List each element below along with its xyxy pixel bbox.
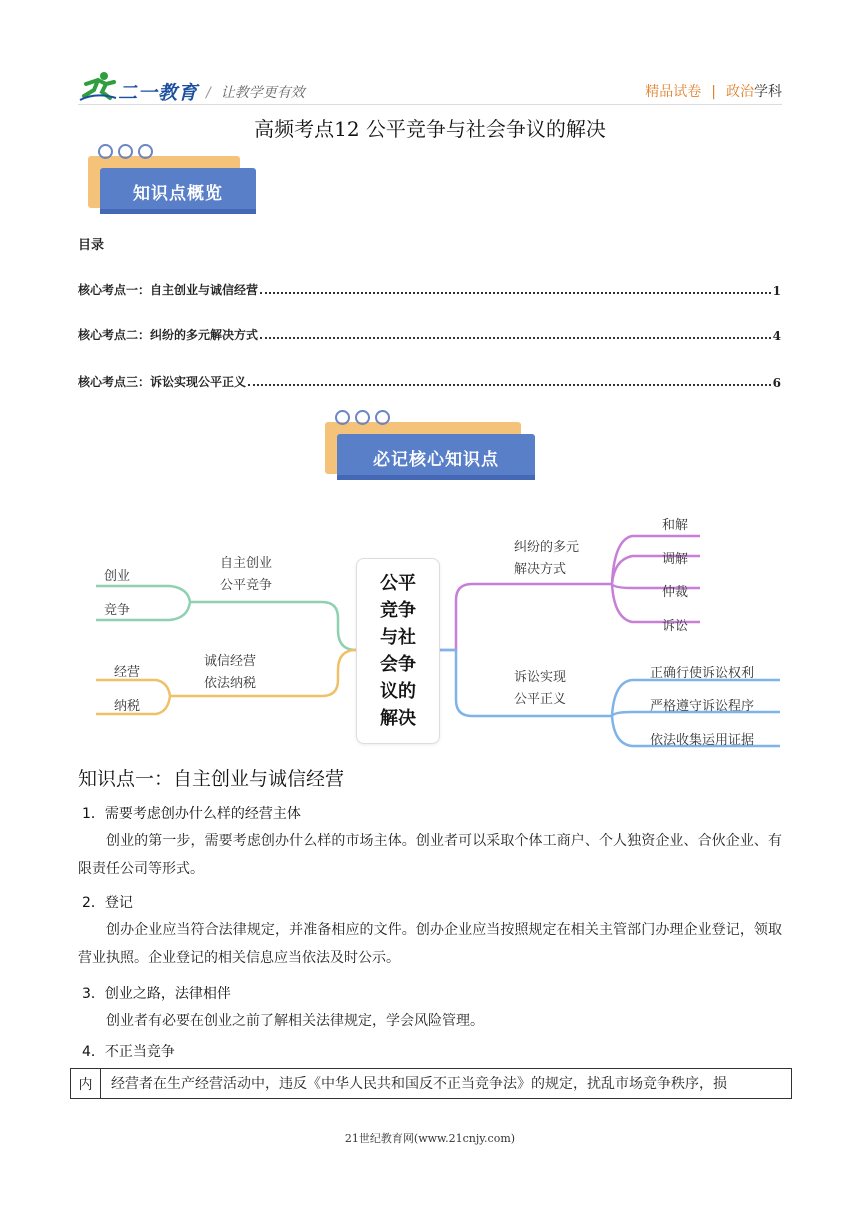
mindmap-branch-integrity: 诚信经营 依法纳税 [204,654,257,691]
item-body: 创办企业应当符合法律规定，并准备相应的文件。创办企业应当按照规定在相关主管部门办理企业登记，领取营业执照。企业登记的相关信息应当依法及时公示。 [78,922,782,966]
item-heading: 4．不正当竞争 [82,1044,175,1060]
banner-rings [98,144,153,159]
header-right: 精品试卷 | 政治学科 [645,84,782,100]
mindmap-leaf: 严格遵守诉讼程序 [650,699,755,714]
toc-item-page: 6 [772,376,781,390]
content-table [70,1068,792,1099]
header-divider [78,104,782,105]
toc-item[interactable] [78,323,781,343]
slogan: / 让教学更有效 [206,85,305,101]
mindmap-leaf: 纳税 [114,699,141,714]
section-title: 知识点一：自主创业与诚信经营 [78,768,345,790]
mindmap-branch-startup: 自主创业 公平竞争 [220,556,273,593]
mindmap-leaf: 创业 [104,569,131,584]
brand-name: 二一教育 [118,82,199,104]
header-tag-subject: 政治 [726,84,754,100]
mindmap-leaf: 正确行使诉讼权利 [650,666,755,681]
mindmap-leaf: 依法收集运用证据 [650,733,755,748]
mindmap-branch-litigation: 诉讼实现 公平正义 [514,670,567,707]
toc-item-page: 4 [772,329,781,343]
slogan-text: 让教学更有效 [220,85,305,101]
mindmap-center-label: 公平竞争与社会争议的解决 [380,573,416,729]
mindmap-leaf: 经营 [114,665,141,680]
page-footer: 21世纪教育网(www.21cnjy.com) [344,1132,516,1145]
mindmap-branch-disputes: 纠纷的多元 解决方式 [514,540,580,577]
banner-rings [335,410,390,425]
table-cell-text: 经营者在生产经营活动中，违反《中华人民共和国反不正当竞争法》的规定，扰乱市场竞争秩序，损 [111,1076,727,1092]
banner-overview [88,144,256,214]
banner-label: 必记核心知识点 [337,434,535,480]
item-heading: 3．创业之路，法律相伴 [82,986,231,1002]
brand-logo [78,70,118,106]
toc-item-text: 核心考点二：纠纷的多元解决方式 [78,328,259,342]
toc-item[interactable] [78,278,781,298]
item-body: 创业的第一步，需要考虑创办什么样的市场主体。创业者可以采取个体工商户、个人独资企业、合伙企业、有限责任公司等形式。 [78,833,782,877]
mindmap-leaf: 调解 [662,552,689,567]
item-heading: 1．需要考虑创办什么样的经营主体 [82,806,301,822]
item-heading: 2．登记 [82,895,133,911]
mindmap-leaf: 竞争 [104,603,131,618]
table-cell-label: 内 [71,1069,101,1098]
mindmap-leaf: 诉讼 [662,619,689,634]
mindmap-leaf: 和解 [662,518,689,533]
header-tag-quality: 精品试卷 [645,84,702,100]
mindmap-leaf: 仲裁 [662,585,689,600]
toc-item-page: 1 [772,284,781,298]
page-title: 高频考点12 公平竞争与社会争议的解决 [254,117,606,141]
mindmap-center [356,558,440,744]
toc-item-text: 核心考点一：自主创业与诚信经营 [78,283,259,297]
header-tag-suffix: 学科 [754,84,782,100]
toc-heading: 目录 [78,238,105,253]
item-body: 创业者有必要在创业之前了解相关法律规定，学会风险管理。 [106,1013,484,1029]
banner-key-points [325,410,535,480]
runner-icon [78,70,118,102]
toc-item[interactable] [78,370,781,390]
banner-label: 知识点概览 [100,168,256,214]
toc-item-text: 核心考点三：诉讼实现公平正义 [78,375,247,389]
